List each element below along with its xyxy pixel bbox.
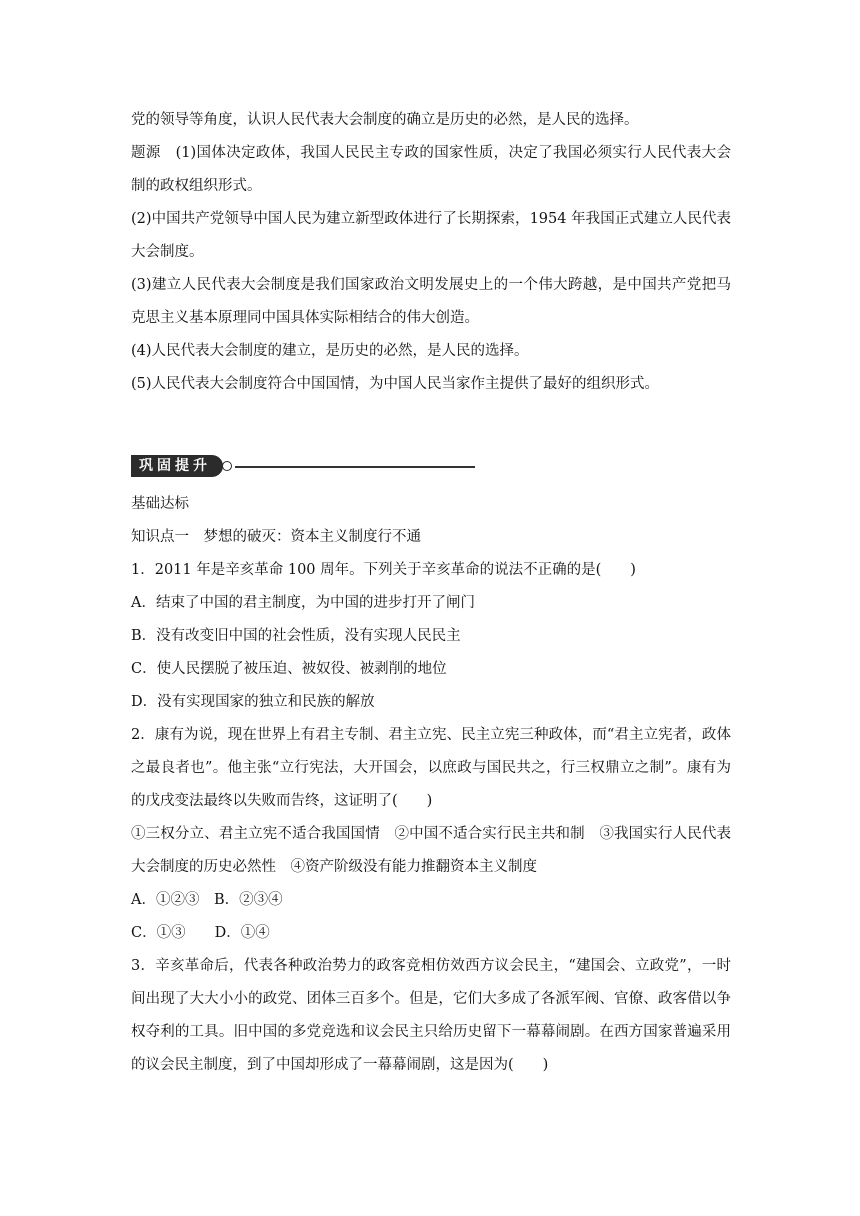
question-2-stem: 2．康有为说，现在世界上有君主专制、君主立宪、民主立宪三种政体，而“君主立宪者，政体之最良者也”。他主张“立行宪法，大开国会，以庶政与国民共之，行三权鼎立之制”。康有为的戊戌变法最终以失败而告终，这证明了( ) xyxy=(131,727,731,809)
tiyuan-label: 题源 xyxy=(131,145,161,161)
point-1-text: (1)国体决定政体，我国人民民主专政的国家性质，决定了我国必须实行人民代表大会制的政权组织形式。 xyxy=(131,145,731,194)
point-2: (2)中国共产党领导中国人民为建立新型政体进行了长期探索，1954 年我国正式建立人民代表大会制度。 xyxy=(131,211,731,260)
intro-continuation: 党的领导等角度，认识人民代表大会制度的确立是历史的必然，是人民的选择。 xyxy=(131,112,639,128)
section-divider-line xyxy=(235,466,475,468)
section-title: 巩固提升 xyxy=(131,455,223,477)
question-1-stem: 1．2011 年是辛亥革命 100 周年。下列关于辛亥革命的说法不正确的是( ) xyxy=(131,562,636,578)
question-3-stem: 3．辛亥革命后，代表各种政治势力的政客竞相仿效西方议会民主，“建国会、立政党”，一时间出现了大大小小的政党、团体三百多个。但是，它们大多成了各派军阀、官僚、政客借以争权夺利的工具。旧中国的多党竞选和议会民主只给历史留下一幕幕闹剧。在西方国家普遍采用的议会民主制度，到了中国却形成了一幕幕闹剧，这是因为( ) xyxy=(131,958,731,1073)
question-2-options-row-1: A．①②③ B．②③④ xyxy=(131,892,283,908)
question-1-option-c: C．使人民摆脱了被压迫、被奴役、被剥削的地位 xyxy=(131,661,447,677)
intro-block xyxy=(131,104,731,401)
exercise-block xyxy=(131,488,731,1082)
question-1-option-b: B．没有改变旧中国的社会性质，没有实现人民民主 xyxy=(131,628,461,644)
question-2-statements: ①三权分立、君主立宪不适合我国国情 ②中国不适合实行民主共和制 ③我国实行人民代表大会制度的历史必然性 ④资产阶级没有能力推翻资本主义制度 xyxy=(131,826,731,875)
point-5: (5)人民代表大会制度符合中国国情，为中国人民当家作主提供了最好的组织形式。 xyxy=(131,376,660,392)
question-2-options-row-2: C．①③ D．①④ xyxy=(131,925,270,941)
question-1-option-d: D．没有实现国家的独立和民族的解放 xyxy=(131,694,375,710)
point-4: (4)人民代表大会制度的建立，是历史的必然，是人民的选择。 xyxy=(131,343,529,359)
bullet-dot-icon xyxy=(222,461,232,471)
tiyuan-point-1 xyxy=(131,137,731,203)
point-3: (3)建立人民代表大会制度是我们国家政治文明发展史上的一个伟大跨越，是中国共产党把马克思主义基本原理同中国具体实际相结合的伟大创造。 xyxy=(131,277,731,326)
knowledge-point: 知识点一 梦想的破灭：资本主义制度行不通 xyxy=(131,529,421,545)
level-heading: 基础达标 xyxy=(131,496,189,512)
question-1-option-a: A．结束了中国的君主制度，为中国的进步打开了闸门 xyxy=(131,595,475,611)
section-header xyxy=(131,453,475,479)
